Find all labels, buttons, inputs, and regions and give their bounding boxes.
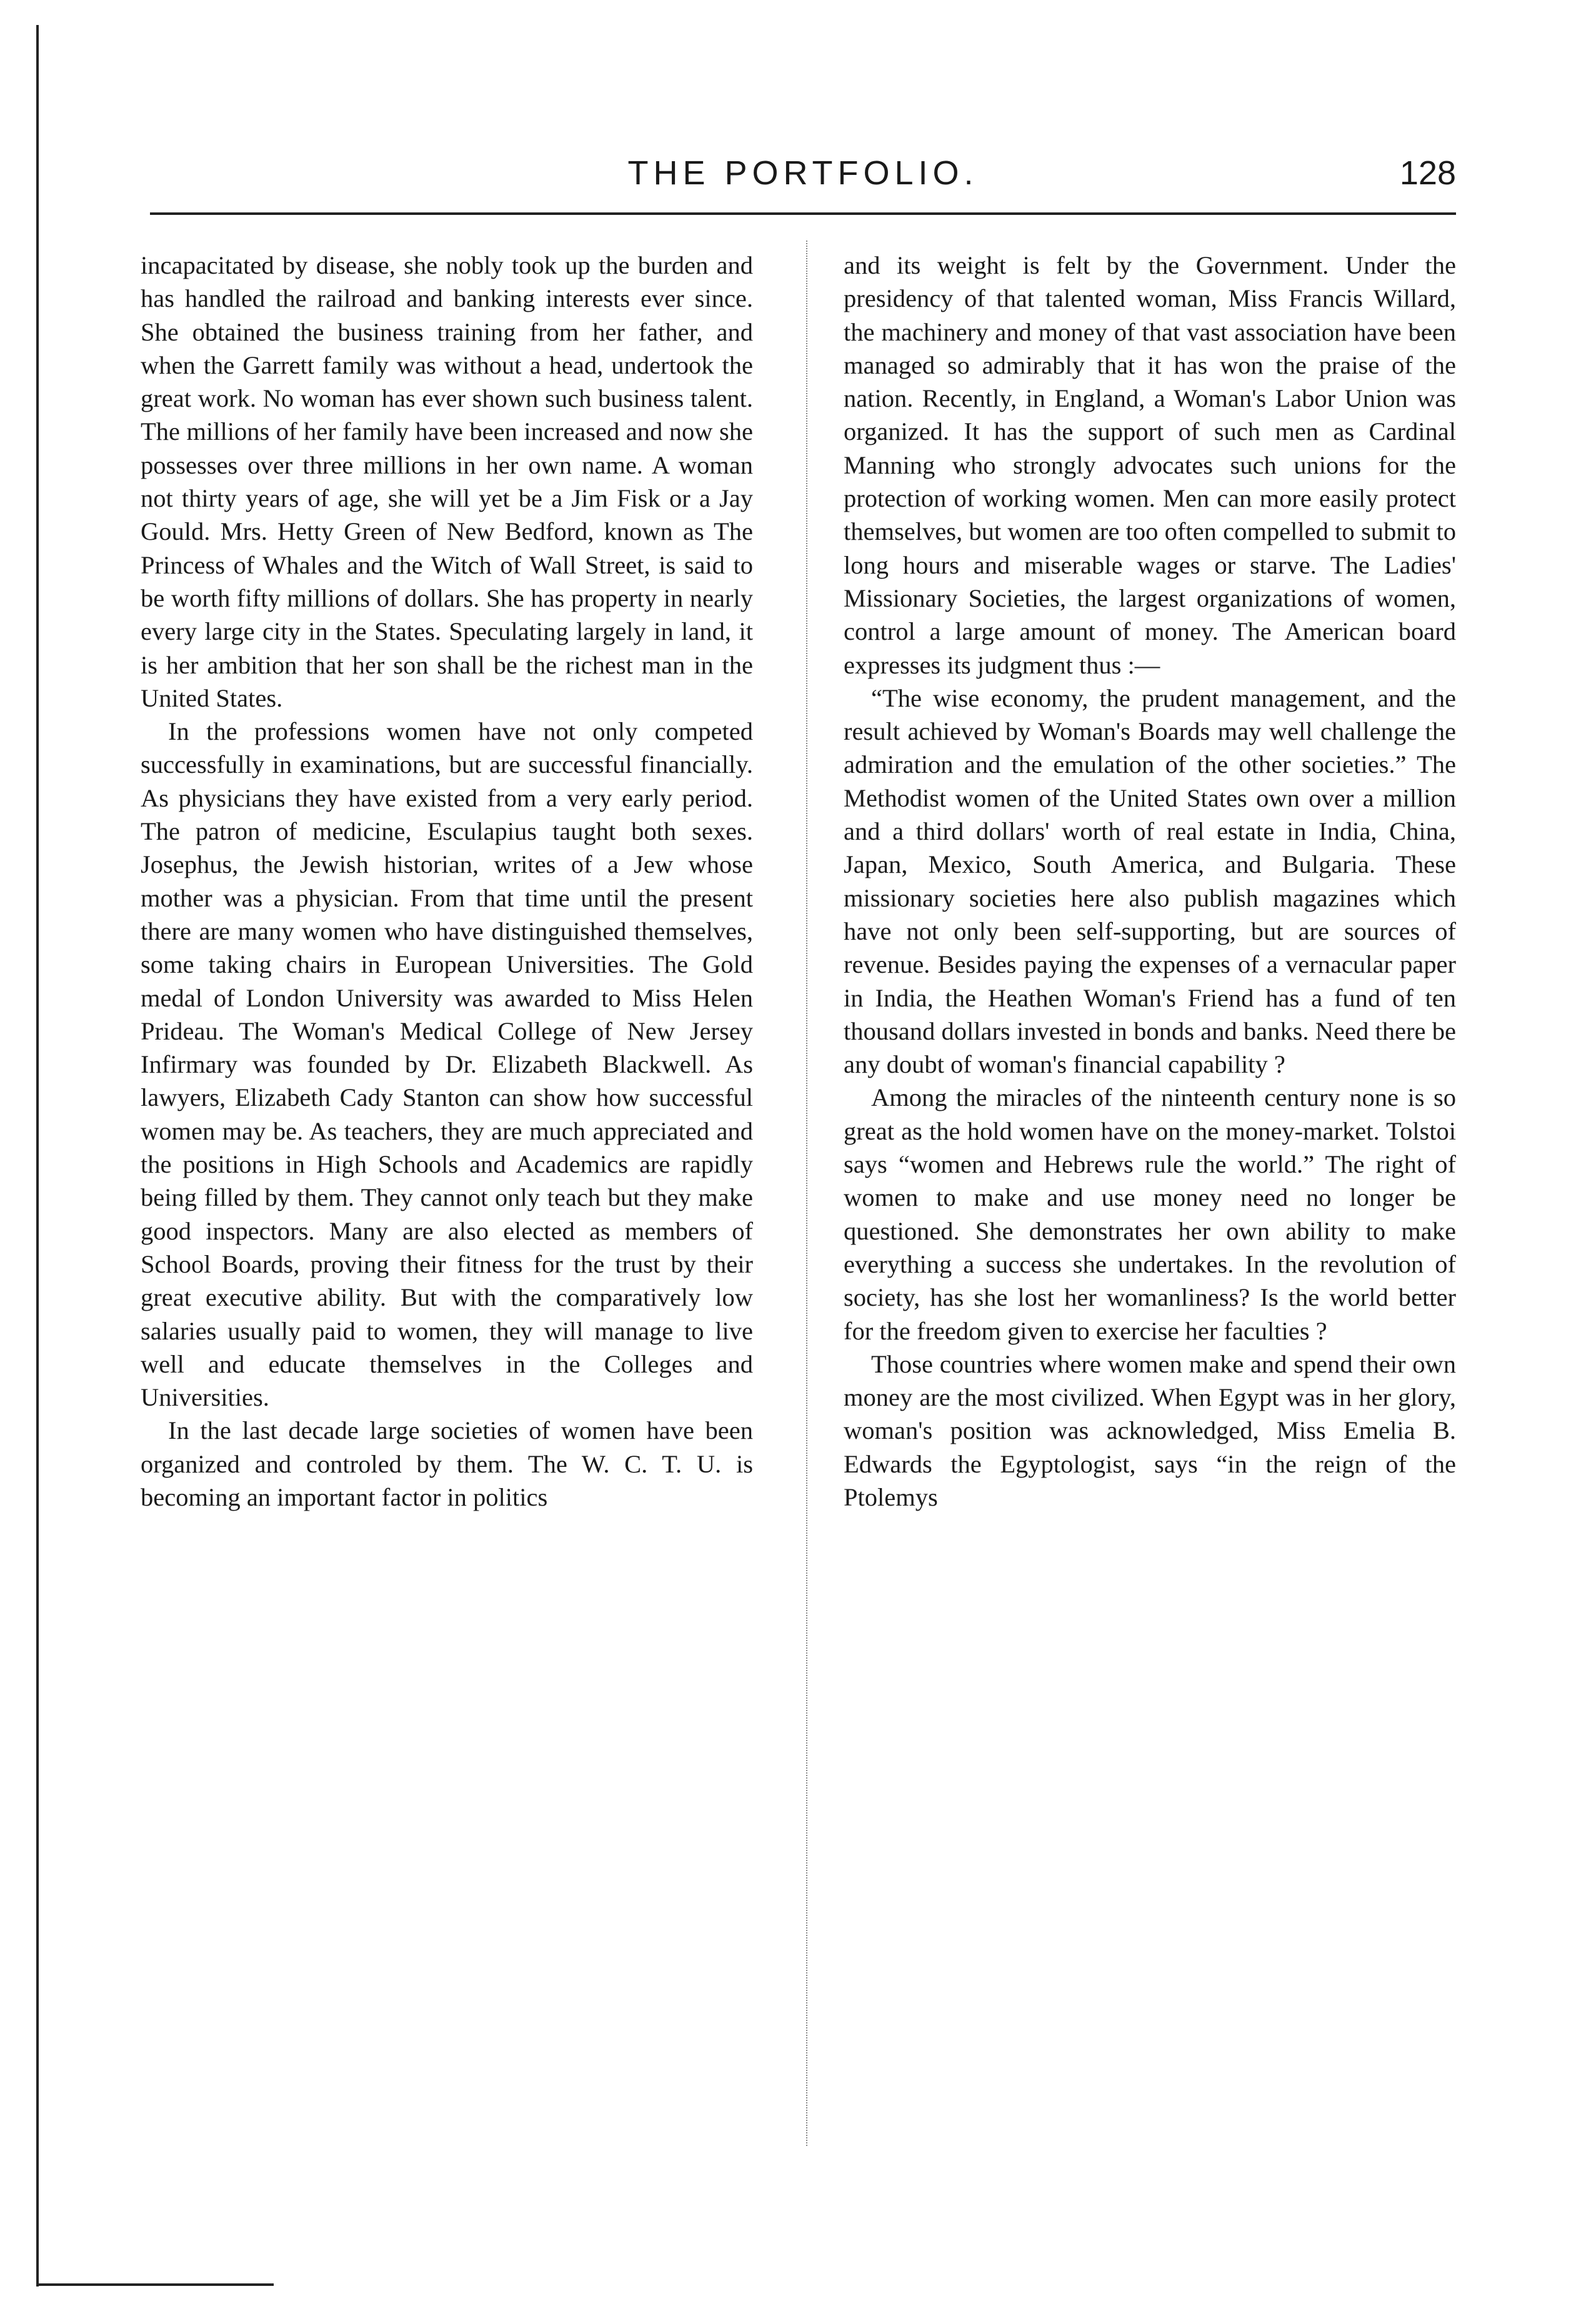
paragraph: In the last decade large societies of women have been organized and controled by them. The W. C. T. U. is becoming an important factor in politics	[141, 1416, 753, 1511]
header-rule	[150, 212, 1456, 215]
column-divider	[806, 241, 808, 2146]
paragraph: Among the miracles of the ninteenth century none is so great as the hold women have on the money-market. Tolstoi says “women and Hebrews rule the world.” The right of women to make and use money need no longer be questioned. She demonstrates her own ability to make everything a success she undertakes. In the revolution of society, has she lost her womanliness? Is the world better for the freedom given to exercise her faculties ?	[844, 1083, 1456, 1345]
paragraph: incapacitated by disease, she nobly took up the burden and has handled the railroad and banking interests ever since. She obtained the business training from her father, and when the Garrett family was without a head, undertook the great work. No woman has ever shown such business talent. The millions of her family have been increased and now she possesses over three millions in her own name. A woman not thirty years of age, she will yet be a Jim Fisk or a Jay Gould. Mrs. Hetty Green of New Bedford, known as The Princess of Whales and the Witch of Wall Street, is said to be worth fifty millions of dollars. She has property in nearly every large city in the States. Speculating largely in land, it is her ambition that her son shall be the richest man in the United States.	[141, 251, 753, 712]
page-bottom-rule	[36, 2283, 274, 2286]
paragraph: “The wise economy, the prudent management, and the result achieved by Woman's Boards may well challenge the admiration and the emulation of the other societies.” The Methodist women of the United States own over a million and a third dollars' worth of real estate in India, China, Japan, Mexico, South America, and Bulgaria. These missionary societies here also publish magazines which have not only been self-supporting, but are sources of revenue. Besides paying the expenses of a vernacular paper in India, the Heathen Woman's Friend has a fund of ten thousand dollars invested in bonds and banks. Need there be any doubt of woman's financial capability ?	[844, 683, 1456, 1079]
right-column	[844, 249, 1456, 1514]
paragraph: and its weight is felt by the Government. Under the presidency of that talented woman, Miss Francis Willard, the machinery and money of that vast association have been managed so admirably that it has won the praise of the nation. Recently, in England, a Woman's Labor Union was organized. It has the support of such men as Cardinal Manning who strongly advocates such unions for the protection of working women. Men can more easily protect themselves, but women are too often compelled to submit to long hours and miserable wages or starve. The Ladies' Missionary Societies, the largest organizations of women, control a large amount of money. The American board expresses its judgment thus :—	[844, 251, 1456, 679]
running-title: THE PORTFOLIO.	[627, 154, 979, 192]
paragraph: Those countries where women make and spend their own money are the most civilized. When Egypt was in her glory, woman's position was acknowledged, Miss Emelia B. Edwards the Egyptologist, says “in the reign of the Ptolemys	[844, 1349, 1456, 1511]
page-margin-rule	[36, 25, 39, 2287]
page-number: 128	[1399, 154, 1456, 192]
left-column	[141, 249, 753, 1514]
paragraph: In the professions women have not only competed successfully in examinations, but are successful financially. As physicians they have existed from a very early period. The patron of medicine, Esculapius taught both sexes. Josephus, the Jewish historian, writes of a Jew whose mother was a physician. From that time until the present there are many women who have distinguished themselves, some taking chairs in European Universities. The Gold medal of London University was awarded to Miss Helen Prideau. The Woman's Medical College of New Jersey Infirmary was founded by Dr. Elizabeth Blackwell. As lawyers, Elizabeth Cady Stanton can show how successful women may be. As teachers, they are much appreciated and the positions in High Schools and Academics are rapidly being filled by them. They cannot only teach but they make good inspectors. Many are also elected as members of School Boards, proving their fitness for the trust by their great executive ability. But with the comparatively low salaries usually paid to women, they will manage to live well and educate themselves in the Colleges and Universities.	[141, 717, 753, 1412]
page-header	[150, 150, 1456, 200]
